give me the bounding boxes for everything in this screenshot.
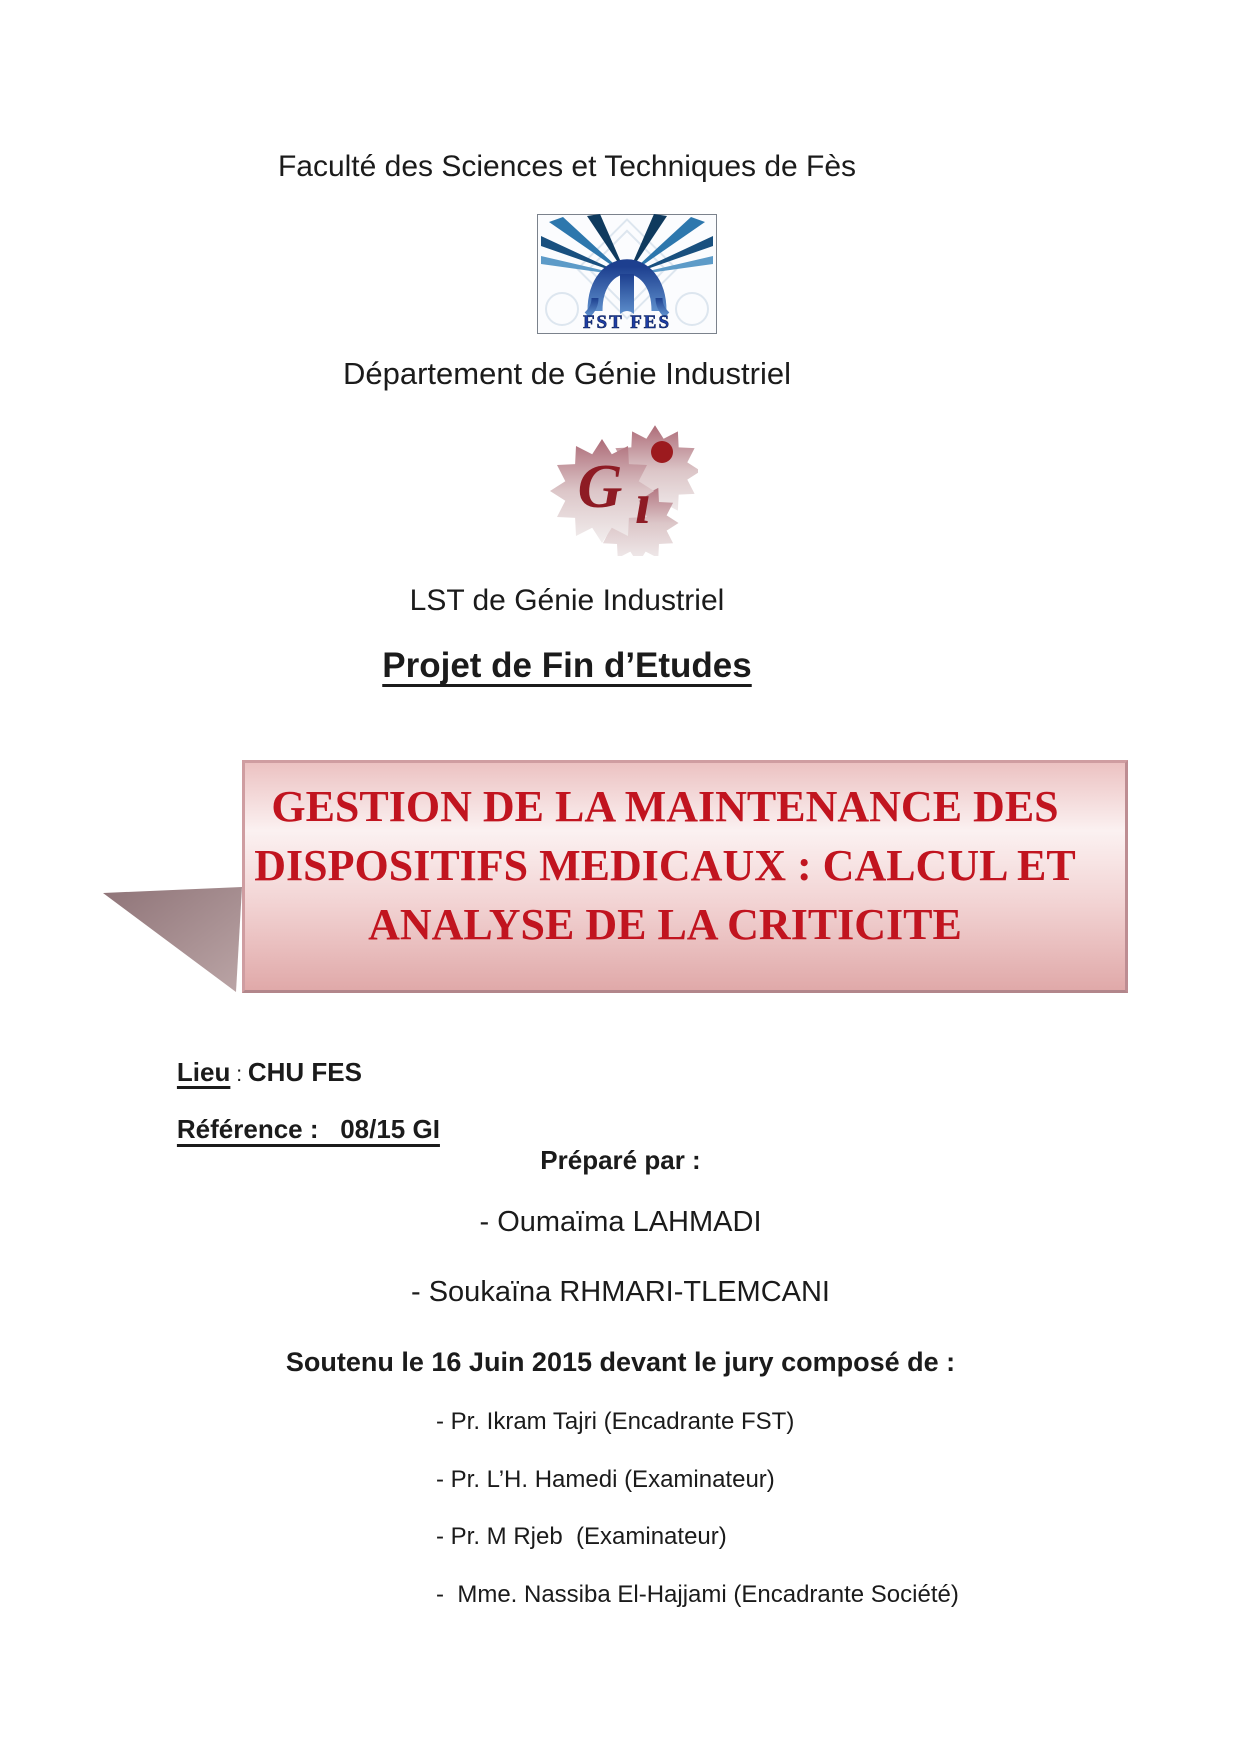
document-type-heading: Projet de Fin d’Etudes [382, 646, 752, 685]
institution-name: Faculté des Sciences et Techniques de Fès [277, 150, 857, 183]
jury-member: - Pr. Ikram Tajri (Encadrante FST) [436, 1408, 795, 1435]
report-title-line-1: GESTION DE LA MAINTENANCE DES [271, 782, 1059, 831]
program-name: LST de Génie Industriel [409, 584, 725, 617]
author-name: - Oumaïma LAHMADI [479, 1206, 762, 1238]
fst-fes-logo [537, 214, 717, 334]
jury-member: - Pr. M Rjeb (Examinateur) [436, 1523, 727, 1550]
report-title-box [242, 760, 1128, 993]
location-value: CHU FES [247, 1057, 362, 1087]
gi-letter-g: G [577, 453, 623, 521]
gate-arch-symbol [587, 267, 667, 315]
location-label: Lieu [176, 1057, 231, 1087]
i-dot [651, 441, 673, 463]
banner-ribbon-shape [100, 883, 245, 995]
department-name: Département de Génie Industriel [342, 356, 792, 391]
gi-logo [550, 421, 698, 556]
report-title-line-2: DISPOSITIFS MEDICAUX : CALCUL ET [254, 841, 1076, 890]
reference-line: Référence : 08/15 GI [176, 1114, 440, 1144]
gear-shapes [550, 425, 698, 556]
location-separator: : [230, 1063, 248, 1086]
report-title-line-3: ANALYSE DE LA CRITICITE [368, 900, 962, 949]
author-name: - Soukaïna RHMARI-TLEMCANI [411, 1276, 830, 1308]
gi-letter-i: ı [634, 471, 652, 536]
jury-member: - Pr. L’H. Hamedi (Examinateur) [436, 1466, 775, 1493]
jury-member: - Mme. Nassiba El-Hajjami (Encadrante Société) [436, 1581, 959, 1608]
prepared-by-label: Préparé par : [540, 1145, 701, 1175]
fst-logo-caption: FST FES [582, 312, 672, 333]
defense-line: Soutenu le 16 Juin 2015 devant le jury composé de : [285, 1347, 956, 1377]
